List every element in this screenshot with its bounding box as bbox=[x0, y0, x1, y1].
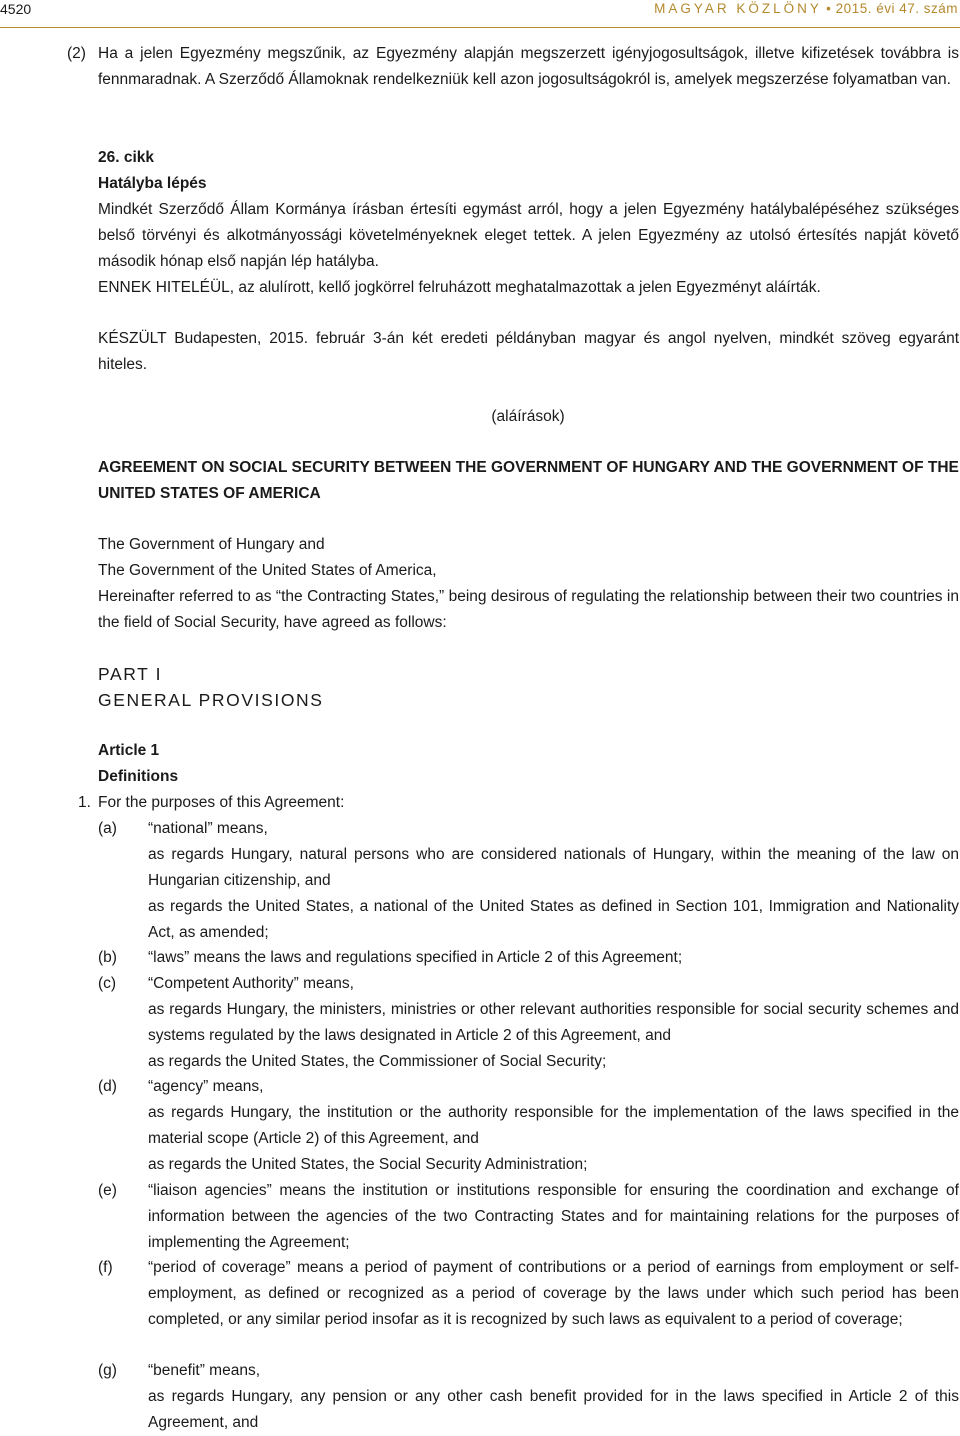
paragraph-2-text: Ha a jelen Egyezmény megszűnik, az Egyezmény alapján megszerzett igényjogosultságok, illetve kifizetések továbbra is fennmaradnak. A Szerződő Államoknak rendelkezniük kell azon jogosultságokról is, amelyek megszerzése folyamatban van. bbox=[98, 45, 959, 88]
separator-dot: • bbox=[826, 1, 832, 16]
definition-label-e: (e) bbox=[98, 1182, 117, 1199]
journal-info bbox=[654, 1, 958, 16]
page-header bbox=[0, 0, 960, 22]
definition-f-line-1: “period of coverage” means a period of payment of contributions or a period of earnings from employment or self-employment, as defined or recognized as a period of coverage by the laws under which such period has been completed, or any similar period insofar as it is recognized by such laws as equivalent to a period of coverage; bbox=[148, 1259, 959, 1328]
item-1-text: For the purposes of this Agreement: bbox=[98, 794, 345, 811]
definition-b-line-1: “laws” means the laws and regulations specified in Article 2 of this Agreement; bbox=[148, 949, 683, 966]
preamble-line-3: Hereinafter referred to as “the Contracting States,” being desirous of regulating the relationship between their two countries in the field of Social Security, have agreed as follows: bbox=[98, 588, 959, 631]
article-1-title: Definitions bbox=[98, 768, 179, 785]
definition-c-line-2: as regards Hungary, the ministers, ministries or other relevant authorities responsible for social security schemes and systems regulated by the laws designated in Article 2 of this Agreement, and bbox=[148, 1001, 959, 1044]
definition-d-line-1: “agency” means, bbox=[148, 1078, 264, 1095]
header-rule bbox=[0, 27, 960, 28]
definition-label-b: (b) bbox=[98, 949, 117, 966]
part-number: PART I bbox=[98, 664, 163, 684]
definition-a-line-2: as regards Hungary, natural persons who are considered nationals of Hungary, within the meaning of the law on Hungarian citizenship, and bbox=[148, 846, 959, 889]
article-26-number: 26. cikk bbox=[98, 149, 155, 166]
witness-clause: ENNEK HITELÉÜL, az alulírott, kellő jogkörrel felruházott meghatalmazottak a jelen Egyezményt aláírták. bbox=[98, 279, 821, 296]
preamble-line-1: The Government of Hungary and bbox=[98, 536, 325, 553]
part-title: GENERAL PROVISIONS bbox=[98, 690, 324, 710]
agreement-title: AGREEMENT ON SOCIAL SECURITY BETWEEN THE GOVERNMENT OF HUNGARY AND THE GOVERNMENT OF THE UNITED STATES OF AMERICA bbox=[98, 459, 959, 502]
definition-c-line-1: “Competent Authority” means, bbox=[148, 975, 354, 992]
definition-a-line-3: as regards the United States, a national of the United States as defined in Section 101, Immigration and Nationality Act, as amended; bbox=[148, 898, 959, 941]
page-number: 4520 bbox=[0, 1, 32, 17]
paragraph-2-number: (2) bbox=[67, 45, 86, 62]
definition-label-f: (f) bbox=[98, 1259, 113, 1276]
definition-a-line-1: “national” means, bbox=[148, 820, 268, 837]
definition-label-c: (c) bbox=[98, 975, 117, 992]
definition-d-line-3: as regards the United States, the Social Security Administration; bbox=[148, 1156, 588, 1173]
definition-g-line-1: “benefit” means, bbox=[148, 1362, 260, 1379]
definition-label-g: (g) bbox=[98, 1362, 117, 1379]
issue-label: 2015. évi 47. szám bbox=[835, 1, 958, 16]
definition-e-line-1: “liaison agencies” means the institution or institutions responsible for ensuring the coordination and exchange of information between the agencies of the two Contracting States and for maintaining relations for the purposes of implementing the Agreement; bbox=[148, 1182, 959, 1251]
definition-g-line-2: as regards Hungary, any pension or any other cash benefit provided for in the laws specified in Article 2 of this Agreement, and bbox=[148, 1388, 959, 1431]
signatures-note: (aláírások) bbox=[491, 408, 565, 425]
preamble-line-2: The Government of the United States of America, bbox=[98, 562, 437, 579]
definition-c-line-3: as regards the United States, the Commissioner of Social Security; bbox=[148, 1053, 607, 1070]
journal-name: MAGYAR KÖZLÖNY bbox=[654, 1, 822, 16]
definition-label-d: (d) bbox=[98, 1078, 117, 1095]
item-1-number: 1. bbox=[78, 794, 91, 811]
article-1-number: Article 1 bbox=[98, 742, 160, 759]
article-26-title: Hatályba lépés bbox=[98, 175, 207, 192]
definition-label-a: (a) bbox=[98, 820, 117, 837]
done-at-clause: KÉSZÜLT Budapesten, 2015. február 3-án két eredeti példányban magyar és angol nyelven, mindkét szöveg egyaránt hiteles. bbox=[98, 330, 959, 373]
article-26-text: Mindkét Szerződő Állam Kormánya írásban értesíti egymást arról, hogy a jelen Egyezmény hatálybalépéséhez szükséges belső törvényi és alkotmányossági követelményeknek eleget tettek. A jelen Egyezmény az utolsó értesítés napját követő második hónap első napján lép hatályba. bbox=[98, 201, 959, 270]
definition-d-line-2: as regards Hungary, the institution or the authority responsible for the implementation of the laws specified in the material scope (Article 2) of this Agreement, and bbox=[148, 1104, 959, 1147]
